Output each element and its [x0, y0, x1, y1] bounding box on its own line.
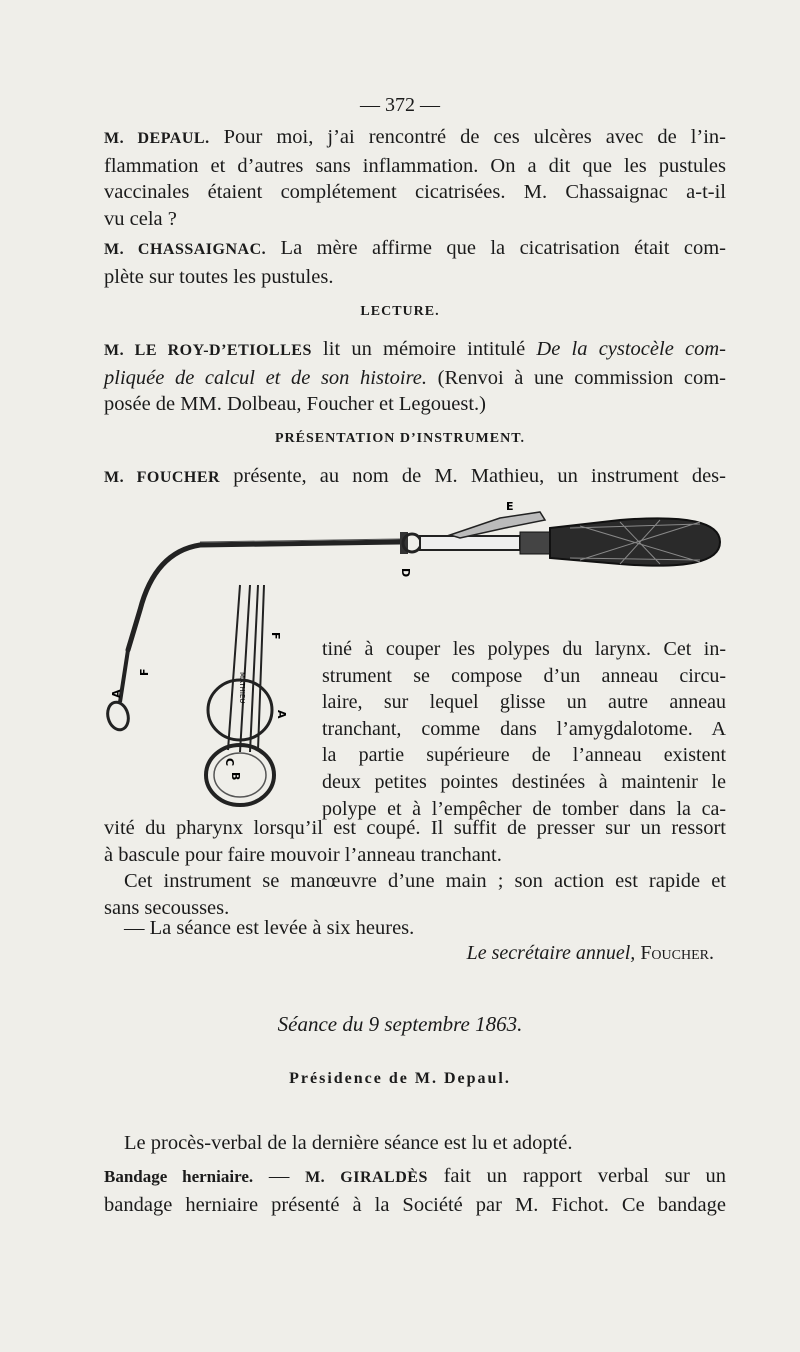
- speaker-giraldes: M. GIRALDÈS: [305, 1169, 428, 1186]
- text-fragment: présente, au nom de M. Mathieu, un instrument des-: [220, 465, 726, 487]
- page-number: — 372 —: [360, 94, 440, 116]
- text-fragment: lit un mémoire intitulé: [311, 338, 537, 360]
- figure-label-a: A: [110, 689, 123, 698]
- text-line: la partie supérieure de l’anneau existent: [322, 744, 726, 767]
- engraving-text: MATHIEU: [238, 672, 246, 704]
- speaker-foucher: M. FOUCHER: [104, 469, 221, 486]
- text-line: tranchant, comme dans l’amygdalotome. A: [322, 717, 726, 740]
- figure-label-e: E: [506, 500, 514, 513]
- title-italic: pliquée de calcul et de son histoire.: [104, 366, 428, 389]
- title-italic: De la cystocèle com-: [536, 338, 726, 360]
- text-line: plète sur toutes les pustules.: [104, 265, 334, 288]
- signature-name: Foucher.: [640, 942, 714, 964]
- text-line: Cet instrument se manœuvre d’une main ; son action est rapide et: [124, 870, 726, 892]
- text-line: vu cela ?: [104, 207, 177, 230]
- speaker-chassaignac: M. CHASSAIGNAC.: [104, 241, 267, 258]
- paragraph-foucher-intro: [104, 463, 726, 492]
- figure-label-c: C: [223, 758, 236, 767]
- speaker-depaul: M. DEPAUL.: [104, 130, 210, 147]
- figure-label-d: D: [399, 568, 412, 578]
- paragraph-instrument: [104, 868, 726, 921]
- text-line: — La séance est levée à six heures.: [124, 917, 415, 939]
- text-line: deux petites pointes destinées à maintenir le: [322, 770, 726, 793]
- figure-label-f2: F: [269, 632, 282, 640]
- text-fragment: (Renvoi à une commission com-: [427, 366, 726, 389]
- text-line: vité du pharynx lorsqu’il est coupé. Il suffit de presser sur un ressort: [104, 817, 726, 839]
- paragraph-seance-levee: [104, 915, 726, 942]
- heading-lecture: LECTURE.: [360, 304, 440, 319]
- text-line: vaccinales étaient complétement cicatrisées. M. Chassaignac a-t-il: [104, 181, 726, 203]
- presidence-heading: Présidence de M. Depaul.: [289, 1070, 511, 1087]
- text-line: bandage herniaire présenté à la Société par M. Fichot. Ce bandage: [104, 1193, 726, 1216]
- text-line: Pour moi, j’ai rencontré de ces ulcères avec de l’in-: [209, 126, 726, 148]
- paragraph-leroy: [104, 336, 726, 418]
- speaker-leroy: M. LE ROY-D’ETIOLLES: [104, 342, 312, 359]
- text-fragment: fait un rapport verbal sur un: [427, 1165, 726, 1187]
- text-line: posée de MM. Dolbeau, Foucher et Legouest.): [104, 393, 486, 415]
- text-line: flammation et d’autres sans inflammation. On a dit que les pustules: [104, 154, 726, 177]
- paragraph-proces-verbal: [104, 1130, 726, 1157]
- figure-label-a2: A: [275, 710, 288, 719]
- figure-label-f: F: [138, 668, 151, 676]
- figure-label-b: B: [229, 772, 242, 781]
- text-line: à bascule pour faire mouvoir l’anneau tranchant.: [104, 843, 502, 866]
- signature-role: Le secrétaire annuel,: [466, 942, 636, 964]
- paragraph-foucher-end: [104, 815, 726, 868]
- text-line: strument se compose d’un anneau circu-: [322, 664, 726, 687]
- section-label: Bandage herniaire.: [104, 1167, 254, 1186]
- figure-side-text: [322, 636, 726, 822]
- heading-presentation: PRÉSENTATION D’INSTRUMENT.: [274, 431, 526, 446]
- text-line: sans secousses.: [104, 896, 230, 919]
- paragraph-chassaignac: [104, 235, 726, 290]
- paragraph-bandage: [104, 1163, 726, 1218]
- signature: [467, 942, 714, 965]
- seance-heading: Séance du 9 septembre 1863.: [277, 1012, 523, 1036]
- text-line: polype et à l’empêcher de tomber dans la ca-: [322, 797, 726, 820]
- dash: —: [253, 1165, 306, 1187]
- paragraph-depaul: [104, 124, 726, 232]
- text-line: Le procès-verbal de la dernière séance est lu et adopté.: [124, 1132, 573, 1154]
- text-line: La mère affirme que la cicatrisation était com-: [266, 237, 726, 259]
- text-line: laire, sur lequel glisse un autre anneau: [322, 691, 726, 714]
- text-line: tiné à couper les polypes du larynx. Cet in-: [322, 638, 726, 660]
